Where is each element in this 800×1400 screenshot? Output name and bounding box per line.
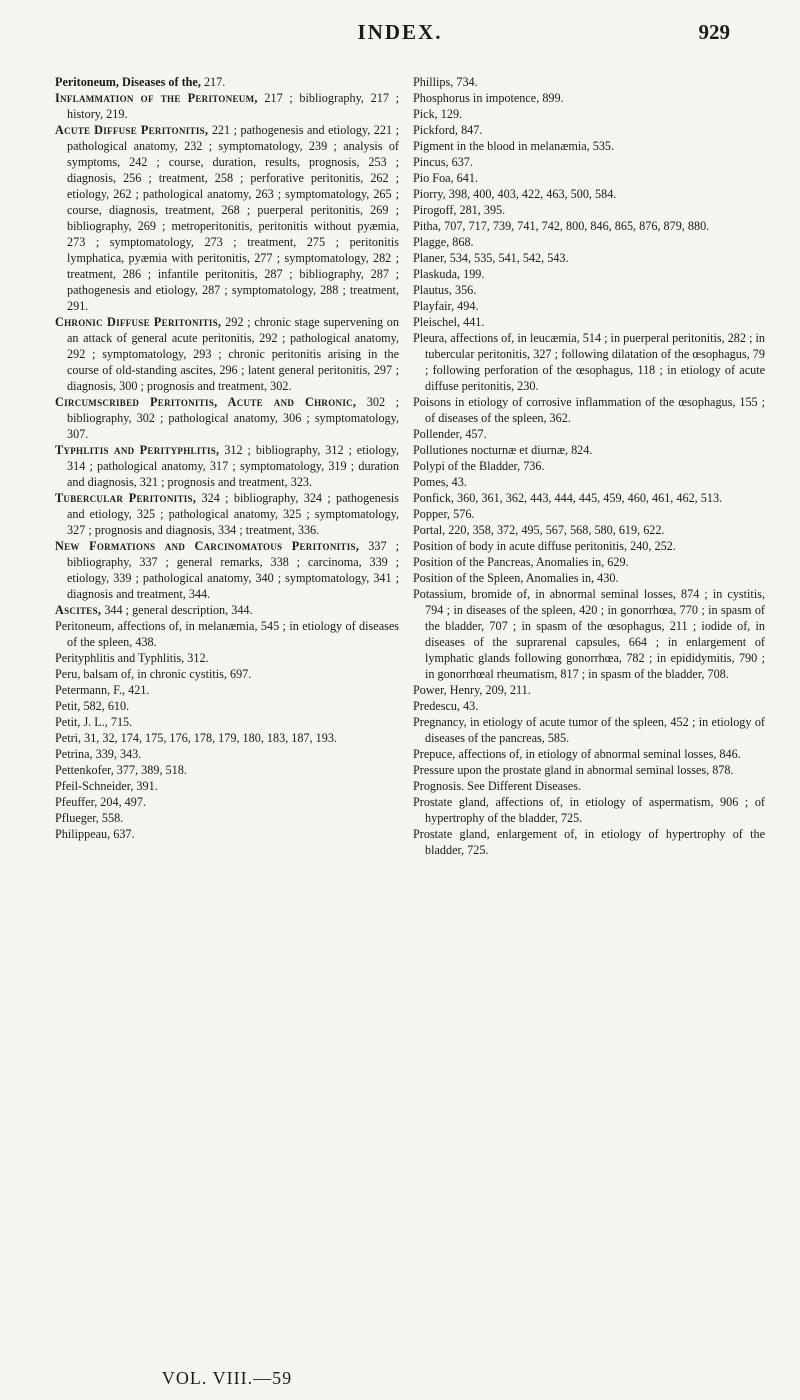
index-entry: [413, 330, 765, 394]
entry-text: Plaskuda, 199.: [413, 267, 485, 281]
index-entry: [413, 186, 765, 202]
index-entry: [55, 442, 399, 490]
entry-text: Power, Henry, 209, 211.: [413, 683, 531, 697]
index-entry: [413, 522, 765, 538]
index-entry: [413, 394, 765, 426]
page-number: 929: [698, 20, 730, 44]
entry-text: Pflueger, 558.: [55, 811, 124, 825]
entry-text: Poisons in etiology of corrosive inflammation of the œsophagus, 155 ; of diseases of the spleen, 362.: [413, 395, 765, 425]
entry-text: Polypi of the Bladder, 736.: [413, 459, 545, 473]
entry-text: Petri, 31, 32, 174, 175, 176, 178, 179, 180, 183, 187, 193.: [55, 731, 338, 745]
entry-text: Prepuce, affections of, in etiology of abnormal seminal losses, 846.: [413, 747, 741, 761]
index-entry: [413, 586, 765, 682]
entry-heading: Peritoneum, Diseases of the,: [55, 75, 201, 89]
index-entry: [413, 794, 765, 826]
entry-text: Ponfick, 360, 361, 362, 443, 444, 445, 459, 460, 461, 462, 513.: [413, 491, 723, 505]
index-entry: [413, 506, 765, 522]
entry-text: Pleischel, 441.: [413, 315, 485, 329]
index-entry: [55, 314, 399, 394]
index-entry: [55, 602, 399, 618]
index-entry: [55, 74, 399, 90]
index-entry: [413, 106, 765, 122]
entry-text: 292 ; chronic stage supervening on an attack of general acute peritonitis, 292 ; pathological anatomy, 292 ; symptomatology, 293 ; chronic peritonitis arising in the course of old-standing ascites, 296 ; latent general peritonitis, 297 ; diagnosis, 300 ; prognosis and treatment, 302.: [67, 315, 399, 393]
index-entry: [413, 746, 765, 762]
index-entry: [55, 490, 399, 538]
entry-text: Petermann, F., 421.: [55, 683, 150, 697]
entry-text: Pleura, affections of, in leucæmia, 514 ; in puerperal peritonitis, 282 ; in tubercular peritonitis, 327 ; following dilatation of the œsophagus, 79 ; following perforation of the œsophagus, 118 ; in etiology of acute diffuse peritonitis, 230.: [413, 331, 765, 393]
index-entry: [55, 538, 399, 602]
index-entry: [413, 90, 765, 106]
entry-text: Portal, 220, 358, 372, 495, 567, 568, 580, 619, 622.: [413, 523, 665, 537]
index-entry: [55, 682, 399, 698]
entry-text: Position of the Pancreas, Anomalies in, 629.: [413, 555, 629, 569]
index-entry: [413, 778, 765, 794]
entry-text: Popper, 576.: [413, 507, 475, 521]
entry-text: Piorry, 398, 400, 403, 422, 463, 500, 584.: [413, 187, 617, 201]
index-entry: [413, 762, 765, 778]
entry-text: Potassium, bromide of, in abnormal seminal losses, 874 ; in cystitis, 794 ; in diseases of the spleen, 420 ; in gonorrhœa, 770 ; in spasm of the bladder, 707 ; in spasm of the œsophagus, 211 ; iodide of, in diseases of the suprarenal capsules, 664 ; in enlargement of lymphatic glands following gonorrhœa, 782 ; in epididymitis, 790 ; in gonorrhœal rheumatism, 817 ; in spasm of the bladder, 708.: [413, 587, 765, 681]
index-entry: [413, 826, 765, 858]
entry-text: 324 ; bibliography, 324 ; pathogenesis and etiology, 325 ; pathological anatomy, 325 ; symptomatology, 327 ; prognosis and diagnosis, 334 ; treatment, 336.: [67, 491, 400, 537]
index-entry: [413, 538, 765, 554]
entry-text: Plagge, 868.: [413, 235, 474, 249]
entry-text: Pigment in the blood in melanæmia, 535.: [413, 139, 615, 153]
entry-text: 217 ; bibliography, 217 ; history, 219.: [67, 91, 399, 121]
index-entry: [413, 266, 765, 282]
entry-text: 221 ; pathogenesis and etiology, 221 ; pathological anatomy, 232 ; symptomatology, 239 ; analysis of symptoms, 242 ; course, duration, results, prognosis, 253 ; diagnosis, 256 ; treatment, 258 ; perforative peritonitis, 262 ; etiology, 262 ; pathological anatomy, 263 ; symptomatology, 265 ; course, diagnosis, treatment, 268 ; puerperal peritonitis, 269 ; bibliography, 269 ; metroperitonitis, peritonitis without pyæmia, 273 ; symptomatology, 273 ; treatment, 275 ; peritonitis lymphatica, pyæmia with peritonitis, 277 ; symptomatology, 282 ; treatment, 286 ; infantile peritonitis, 287 ; bibliography, 287 ; pathogenesis and etiology, 287 ; symptomatology, 288 ; treatment, 291.: [67, 123, 399, 313]
index-entry: [413, 298, 765, 314]
entry-subheading: Ascites,: [55, 603, 102, 617]
entry-text: Pfeil-Schneider, 391.: [55, 779, 158, 793]
index-entry: [55, 794, 399, 810]
entry-text: Pickford, 847.: [413, 123, 483, 137]
index-entry: [413, 170, 765, 186]
entry-text: Planer, 534, 535, 541, 542, 543.: [413, 251, 569, 265]
index-entry: [413, 682, 765, 698]
index-entry: [413, 442, 765, 458]
entry-text: Peru, balsam of, in chronic cystitis, 697.: [55, 667, 252, 681]
index-entry: [55, 778, 399, 794]
index-entry: [413, 314, 765, 330]
entry-subheading: Inflammation of the Peritoneum,: [55, 91, 258, 105]
entry-text: Prognosis. See Different Diseases.: [413, 779, 582, 793]
index-entry: [55, 746, 399, 762]
right-column: [413, 74, 765, 858]
index-entry: [55, 666, 399, 682]
entry-text: Phosphorus in impotence, 899.: [413, 91, 564, 105]
index-entry: [55, 698, 399, 714]
page-header: [0, 20, 800, 60]
index-entry: [55, 714, 399, 730]
entry-text: Position of the Spleen, Anomalies in, 430.: [413, 571, 619, 585]
index-entry: [413, 154, 765, 170]
entry-text: 344 ; general description, 344.: [101, 603, 253, 617]
entry-text: Prostate gland, affections of, in etiology of aspermatism, 906 ; of hypertrophy of the bladder, 725.: [413, 795, 765, 825]
entry-text: Phillips, 734.: [413, 75, 478, 89]
index-entry: [413, 570, 765, 586]
entry-text: Prostate gland, enlargement of, in etiology of hypertrophy of the bladder, 725.: [413, 827, 765, 857]
entry-text: 337 ; bibliography, 337 ; general remarks, 338 ; carcinoma, 339 ; etiology, 339 ; pathological anatomy, 340 ; symptomatology, 341 ; diagnosis and treatment, 344.: [67, 539, 399, 601]
entry-text: Pincus, 637.: [413, 155, 473, 169]
index-entry: [413, 218, 765, 234]
entry-text: Pick, 129.: [413, 107, 463, 121]
entry-text: Pollutiones nocturnæ et diurnæ, 824.: [413, 443, 593, 457]
index-entry: [413, 474, 765, 490]
entry-text: Predescu, 43.: [413, 699, 479, 713]
entry-text: Peritoneum, affections of, in melanæmia, 545 ; in etiology of diseases of the spleen, 438.: [55, 619, 399, 649]
index-entry: [55, 762, 399, 778]
index-entry: [413, 202, 765, 218]
entry-text: Pettenkofer, 377, 389, 518.: [55, 763, 187, 777]
entry-text: Pio Foa, 641.: [413, 171, 479, 185]
entry-text: Pressure upon the prostate gland in abnormal seminal losses, 878.: [413, 763, 734, 777]
entry-subheading: Acute Diffuse Peritonitis,: [55, 123, 209, 137]
index-entry: [55, 90, 399, 122]
entry-text: Position of body in acute diffuse peritonitis, 240, 252.: [413, 539, 676, 553]
entry-text: Petrina, 339, 343.: [55, 747, 142, 761]
entry-text: Petit, J. L., 715.: [55, 715, 133, 729]
entry-text: Pfeuffer, 204, 497.: [55, 795, 147, 809]
index-entry: [55, 810, 399, 826]
entry-subheading: Typhlitis and Perityphlitis,: [55, 443, 220, 457]
entry-subheading: Chronic Diffuse Peritonitis,: [55, 315, 222, 329]
left-column: [55, 74, 399, 842]
index-entry: [413, 714, 765, 746]
index-entry: [413, 490, 765, 506]
index-entry: [413, 282, 765, 298]
entry-text: Pomes, 43.: [413, 475, 467, 489]
index-entry: [413, 74, 765, 90]
entry-text: Plautus, 356.: [413, 283, 477, 297]
entry-text: Philippeau, 637.: [55, 827, 135, 841]
page-title: INDEX.: [357, 20, 443, 44]
entry-text: Pregnancy, in etiology of acute tumor of the spleen, 452 ; in etiology of diseases of the pancreas, 585.: [413, 715, 765, 745]
index-entry: [55, 618, 399, 650]
index-entry: [413, 250, 765, 266]
entry-text: Playfair, 494.: [413, 299, 479, 313]
entry-text: Pirogoff, 281, 395.: [413, 203, 506, 217]
index-entry: [413, 554, 765, 570]
index-entry: [413, 122, 765, 138]
entry-subheading: Tubercular Peritonitis,: [55, 491, 197, 505]
index-entry: [55, 826, 399, 842]
index-entry: [413, 426, 765, 442]
index-entry: [413, 234, 765, 250]
entry-subheading: New Formations and Carcinomatous Peritonitis,: [55, 539, 360, 553]
index-entry: [55, 122, 399, 314]
entry-text: Perityphlitis and Typhlitis, 312.: [55, 651, 209, 665]
entry-text: 312 ; bibliography, 312 ; etiology, 314 ; pathological anatomy, 317 ; symptomatology, 319 ; duration and diagnosis, 321 ; prognosis and treatment, 323.: [67, 443, 399, 489]
entry-subheading: Circumscribed Peritonitis, Acute and Chronic,: [55, 395, 357, 409]
index-entry: [413, 698, 765, 714]
entry-text: 217.: [200, 75, 226, 89]
entry-text: Pollender, 457.: [413, 427, 487, 441]
entry-text: Petit, 582, 610.: [55, 699, 130, 713]
index-entry: [413, 138, 765, 154]
index-entry: [413, 458, 765, 474]
volume-footer: VOL. VIII.—59: [161, 1368, 293, 1388]
entry-text: Pitha, 707, 717, 739, 741, 742, 800, 846, 865, 876, 879, 880.: [413, 219, 710, 233]
entry-text: 302 ; bibliography, 302 ; pathological anatomy, 306 ; symptomatology, 307.: [67, 395, 399, 441]
index-entry: [55, 730, 399, 746]
index-entry: [55, 650, 399, 666]
index-entry: [55, 394, 399, 442]
